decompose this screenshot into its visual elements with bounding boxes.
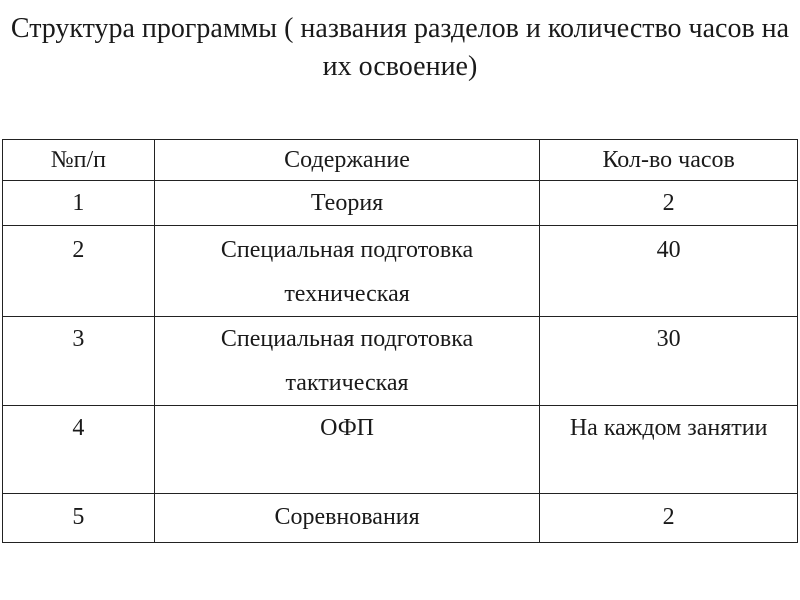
row-number: 1 — [3, 181, 155, 226]
row-number: 2 — [3, 226, 155, 317]
header-content: Содержание — [154, 140, 540, 181]
table-row — [3, 406, 798, 494]
header-number: №п/п — [3, 140, 155, 181]
row-hours: 30 — [540, 317, 798, 406]
row-content: Специальная подготовка техническая — [154, 226, 540, 317]
row-content: Теория — [154, 181, 540, 226]
row-hours: 2 — [540, 181, 798, 226]
table-header-row — [3, 140, 798, 181]
row-content: Соревнования — [154, 494, 540, 543]
slide-title: Структура программы ( названия разделов и количество часов на их освоение) — [10, 13, 790, 82]
row-hours: На каждом занятии — [540, 406, 798, 494]
table-row — [3, 494, 798, 543]
row-number: 5 — [3, 494, 155, 543]
header-hours: Кол-во часов — [540, 140, 798, 181]
row-content: Специальная подготовка тактическая — [154, 317, 540, 406]
table-row — [3, 226, 798, 317]
row-content: ОФП — [154, 406, 540, 494]
row-hours: 40 — [540, 226, 798, 317]
row-number: 3 — [3, 317, 155, 406]
table-row — [3, 181, 798, 226]
row-number: 4 — [3, 406, 155, 494]
table-row — [3, 317, 798, 406]
row-hours: 2 — [540, 494, 798, 543]
program-table — [2, 139, 798, 543]
